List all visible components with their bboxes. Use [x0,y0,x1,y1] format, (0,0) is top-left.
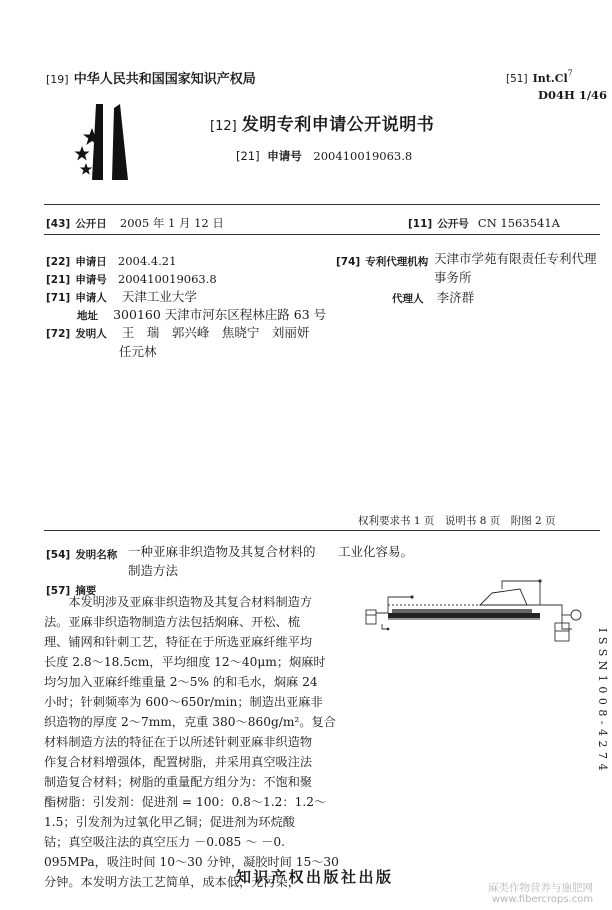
intcl-sup: 7 [567,68,573,78]
abstract-line: 均匀加入亚麻纤维重量 2～5% 的和毛水，焖麻 24 [44,675,318,689]
abstract-line: 小时；针刺频率为 600～650r/min；制造出亚麻非 [44,695,323,709]
abstract-line: 酯树脂：引发剂：促进剂 = 100：0.8～1.2：1.2～ [44,795,327,809]
inventor-label: 发明人 [75,328,107,340]
logo-emblem [72,100,154,182]
pub-number-code: [11] [408,218,433,230]
bib-appno-code: [21] [46,274,71,286]
doc-type-heading [210,110,434,135]
pub-date-value: 2005 年 1 月 12 日 [119,216,224,230]
agency-label: 专利代理机构 [365,256,429,268]
office-name: 中华人民共和国国家知识产权局 [73,72,256,87]
agent-value: 李济群 [436,290,475,305]
filing-date [46,250,176,269]
pub-date-code: [43] [46,218,71,230]
applicant-label: 申请人 [75,292,107,304]
watermark-cn: 麻类作物营养与施肥网 [488,882,593,894]
abstract-line: 095MPa，吸注时间 10～30 分钟，凝胶时间 15～30 [44,855,339,869]
abstract-line: 理、铺网和针刺工艺，特征在于所选亚麻纤维平均 [44,635,313,649]
watermark-url: www.fibercrops.com [492,894,594,905]
title-label: 发明名称 [75,549,118,561]
abstract-line: 1.5；引发剂为过氧化甲乙铜；促进剂为环烷酸 [44,815,295,829]
header-appno-value: 200410019063.8 [313,149,413,163]
abstract-line: 制造复合材料；树脂的重量配方组分为：不饱和聚 [44,775,313,789]
agency-line-2: 事务所 [434,270,472,285]
abstract-line: 钴；真空吸注法的真空压力 －0.085 ～ －0. [44,835,285,849]
address-label: 地址 [77,310,98,322]
applicant-value: 天津工业大学 [121,289,197,304]
bib-appno-label: 申请号 [75,274,107,286]
abstract-code: [57] [46,585,71,597]
apparatus-figure [352,575,584,655]
abstract-line: 本发明涉及亚麻非织造物及其复合材料制造方 [44,595,313,609]
applicant [46,286,197,305]
pub-number [408,212,560,231]
intcl-label: Int.Cl [532,72,568,85]
pub-date [46,212,224,231]
inventor-code: [72] [46,328,71,340]
abstract-continued: 工业化容易。 [338,544,414,559]
rule-mid [44,234,600,235]
filing-code: [22] [46,256,71,268]
address [77,304,326,323]
abstract-line: 织造物的厚度 2～7mm，克重 380～860g/m²。复合 [44,715,336,729]
agent-label: 代理人 [392,293,424,305]
invention-title-line-2: 制造方法 [128,563,179,578]
intcl-block [506,67,573,86]
rule-top [44,204,600,205]
header-appno-code: [21] [236,149,260,163]
inventors [46,322,309,341]
address-value: 300160 天津市河东区程林庄路 63 号 [113,307,327,322]
abstract-label: 摘要 [75,585,97,597]
abstract-line: 分钟。本发明方法工艺简单，成本低，无污染， [44,875,300,889]
agency-code: [74] [336,256,361,268]
pub-number-value: CN 1563541A [477,216,560,230]
ipc-class: D04H 1/46 [538,88,608,102]
inventors-line-1: 王 瑞 郭兴峰 焦晓宁 刘丽妍 [121,325,310,340]
doc-type-code: [12] [210,119,237,134]
vacuum-infusion-diagram-icon [352,575,584,655]
intcl-code: [51] [506,73,528,85]
abstract-line: 材料制造方法的特征在于以所述针刺亚麻非织造物 [44,735,313,749]
agent [392,287,474,306]
agency-line-1: 天津市学苑有限责任专利代理 [434,251,597,266]
office-header [46,68,256,87]
doc-type-title: 发明专利申请公开说明书 [241,115,435,135]
sipo-logo-icon [72,100,154,182]
publisher-footer: 知识产权出版社出版 [236,868,394,886]
pub-date-label: 公开日 [75,218,107,230]
title-tag [46,543,117,562]
rule-lower [44,530,600,531]
office-code: [19] [46,73,69,86]
header-appno [236,148,412,164]
invention-title-line-1: 一种亚麻非织造物及其复合材料的 [128,544,316,559]
applicant-code: [71] [46,292,71,304]
bib-appno [46,268,217,287]
abstract-line: 作复合材料增强体，配置树脂，并采用真空吸注法 [44,755,313,769]
abstract-line: 法。亚麻非织造物制造方法包括焖麻、开松、梳 [44,615,300,629]
inventors-line-2: 任元林 [119,344,157,359]
title-code: [54] [46,549,71,561]
filing-value: 2004.4.21 [117,254,177,268]
header-appno-label: 申请号 [267,149,302,163]
pages-summary: 权利要求书 1 页 说明书 8 页 附图 2 页 [358,515,556,527]
agency [336,250,428,269]
issn-vertical: ISSN1008-4274 [596,628,609,776]
filing-label: 申请日 [75,256,107,268]
bib-appno-value: 200410019063.8 [117,272,217,286]
abstract-line: 长度 2.8～18.5cm，平均细度 12～40μm；焖麻时 [44,655,326,669]
pub-number-label: 公开号 [437,218,469,230]
